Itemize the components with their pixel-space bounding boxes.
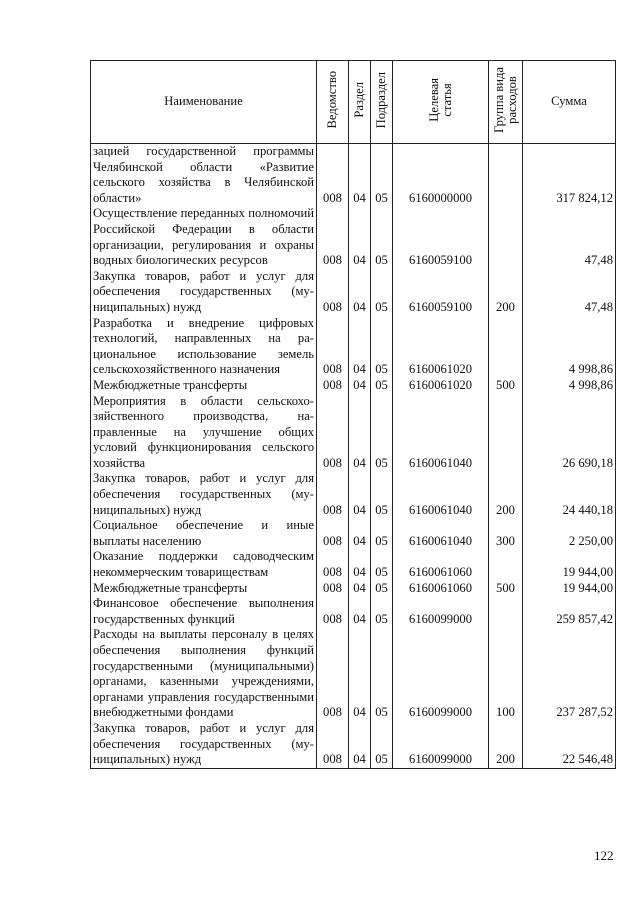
- header-target-line1: Целевая: [426, 77, 441, 122]
- row-department: 008: [317, 581, 349, 597]
- row-department: 008: [317, 394, 349, 472]
- table-row: [91, 596, 616, 627]
- header-section-label: Раздел: [352, 81, 366, 118]
- row-subsection: 05: [371, 596, 393, 627]
- row-section: 04: [349, 627, 371, 721]
- row-target-article: 6160061040: [393, 471, 489, 518]
- row-name: Осуществление переданных полномочий Российской Федерации в области организации, регулирования и охраны водных биологических ресурсов: [91, 206, 317, 268]
- row-section: 04: [349, 518, 371, 549]
- row-section: 04: [349, 394, 371, 472]
- row-subsection: 05: [371, 518, 393, 549]
- row-expense-group: [489, 596, 523, 627]
- table-row: [91, 518, 616, 549]
- row-department: 008: [317, 721, 349, 768]
- row-sum: 19 944,00: [523, 581, 616, 597]
- row-target-article: 6160061060: [393, 581, 489, 597]
- budget-table: [90, 60, 616, 769]
- row-department: 008: [317, 549, 349, 580]
- row-department: 008: [317, 269, 349, 316]
- row-section: 04: [349, 721, 371, 768]
- row-sum: 47,48: [523, 269, 616, 316]
- row-name: Расходы на выплаты персоналу в целях обеспечения выполнения функций государственными (муниципальными) органами, казенными учреждениями, органами управления государственными внебюджетными фондами: [91, 627, 317, 721]
- row-section: 04: [349, 596, 371, 627]
- page-number: 122: [594, 848, 614, 863]
- row-name: Социальное обеспечение и иные выплаты населению: [91, 518, 317, 549]
- table-header-row: [91, 61, 616, 144]
- row-target-article: 6160099000: [393, 596, 489, 627]
- row-expense-group: 500: [489, 581, 523, 597]
- row-subsection: 05: [371, 316, 393, 378]
- row-target-article: 6160000000: [393, 144, 489, 207]
- row-sum: 22 546,48: [523, 721, 616, 768]
- header-name: Наименование: [91, 61, 317, 144]
- row-sum: 237 287,52: [523, 627, 616, 721]
- row-section: 04: [349, 206, 371, 268]
- header-department-label: Ведомство: [325, 70, 339, 129]
- table-row: [91, 721, 616, 768]
- row-name: Разработка и внедрение цифровых технологий, направленных на рациональное использование земель сельскохозяйственного назначения: [91, 316, 317, 378]
- row-department: 008: [317, 627, 349, 721]
- row-target-article: 6160061020: [393, 316, 489, 378]
- row-target-article: 6160061040: [393, 394, 489, 472]
- row-subsection: 05: [371, 269, 393, 316]
- row-target-article: 6160061060: [393, 549, 489, 580]
- row-name: зацией государственной программы Челябинской области «Развитие сельского хозяйства в Челябинской области»: [91, 144, 317, 207]
- row-target-article: 6160061040: [393, 518, 489, 549]
- table-row: [91, 269, 616, 316]
- row-department: 008: [317, 144, 349, 207]
- row-expense-group: 200: [489, 721, 523, 768]
- row-name: Закупка товаров, работ и услуг для обеспечения государственных (муниципальных) нужд: [91, 471, 317, 518]
- row-expense-group: [489, 144, 523, 207]
- header-target-label: [428, 78, 454, 122]
- row-sum: 26 690,18: [523, 394, 616, 472]
- row-department: 008: [317, 206, 349, 268]
- row-expense-group: [489, 549, 523, 580]
- table-row: [91, 549, 616, 580]
- header-sum: Сумма: [523, 61, 616, 144]
- table-row: [91, 627, 616, 721]
- row-subsection: 05: [371, 144, 393, 207]
- row-target-article: 6160099000: [393, 627, 489, 721]
- row-expense-group: 200: [489, 471, 523, 518]
- row-subsection: 05: [371, 721, 393, 768]
- row-expense-group: 200: [489, 269, 523, 316]
- header-expense-group: [489, 61, 523, 144]
- row-subsection: 05: [371, 627, 393, 721]
- row-expense-group: 300: [489, 518, 523, 549]
- header-section: [349, 61, 371, 144]
- table-row: [91, 144, 616, 207]
- row-expense-group: [489, 394, 523, 472]
- row-section: 04: [349, 144, 371, 207]
- row-name: Закупка товаров, работ и услуг для обеспечения государственных (муниципальных) нужд: [91, 721, 317, 768]
- table-row: [91, 581, 616, 597]
- row-department: 008: [317, 471, 349, 518]
- row-subsection: 05: [371, 581, 393, 597]
- table-row: [91, 471, 616, 518]
- row-name: Мероприятия в области сельскохозяйственного производства, направленные на улучшение общих условий функционирования сельского хозяйства: [91, 394, 317, 472]
- table-body: [91, 144, 616, 769]
- row-sum: 259 857,42: [523, 596, 616, 627]
- header-expense-line2: расходов: [504, 75, 519, 124]
- row-sum: 47,48: [523, 206, 616, 268]
- header-target-article: [393, 61, 489, 144]
- row-department: 008: [317, 316, 349, 378]
- row-sum: 317 824,12: [523, 144, 616, 207]
- row-expense-group: [489, 206, 523, 268]
- row-section: 04: [349, 581, 371, 597]
- table-row: [91, 316, 616, 378]
- row-section: 04: [349, 549, 371, 580]
- row-subsection: 05: [371, 394, 393, 472]
- row-target-article: 6160099000: [393, 721, 489, 768]
- row-subsection: 05: [371, 549, 393, 580]
- row-expense-group: 100: [489, 627, 523, 721]
- row-expense-group: 500: [489, 378, 523, 394]
- row-target-article: 6160061020: [393, 378, 489, 394]
- row-sum: 2 250,00: [523, 518, 616, 549]
- row-name: Межбюджетные трансферты: [91, 581, 317, 597]
- row-name: Межбюджетные трансферты: [91, 378, 317, 394]
- row-sum: 4 998,86: [523, 316, 616, 378]
- row-sum: 19 944,00: [523, 549, 616, 580]
- header-expense-label: [493, 67, 519, 133]
- row-target-article: 6160059100: [393, 269, 489, 316]
- row-sum: 4 998,86: [523, 378, 616, 394]
- row-section: 04: [349, 316, 371, 378]
- row-section: 04: [349, 378, 371, 394]
- row-section: 04: [349, 471, 371, 518]
- header-subsection-label: Подраздел: [374, 71, 388, 128]
- row-section: 04: [349, 269, 371, 316]
- row-expense-group: [489, 316, 523, 378]
- row-department: 008: [317, 378, 349, 394]
- header-expense-line1: Группа вида: [491, 66, 506, 133]
- table-row: [91, 206, 616, 268]
- header-subsection: [371, 61, 393, 144]
- row-name: Финансовое обеспечение выполнения государственных функций: [91, 596, 317, 627]
- header-target-line2: статья: [439, 82, 454, 117]
- row-subsection: 05: [371, 471, 393, 518]
- row-subsection: 05: [371, 206, 393, 268]
- row-department: 008: [317, 518, 349, 549]
- table-row: [91, 394, 616, 472]
- row-subsection: 05: [371, 378, 393, 394]
- row-sum: 24 440,18: [523, 471, 616, 518]
- table-row: [91, 378, 616, 394]
- row-department: 008: [317, 596, 349, 627]
- row-name: Оказание поддержки садоводческим некоммерческим товариществам: [91, 549, 317, 580]
- header-department: [317, 61, 349, 144]
- row-name: Закупка товаров, работ и услуг для обеспечения государственных (муниципальных) нужд: [91, 269, 317, 316]
- row-target-article: 6160059100: [393, 206, 489, 268]
